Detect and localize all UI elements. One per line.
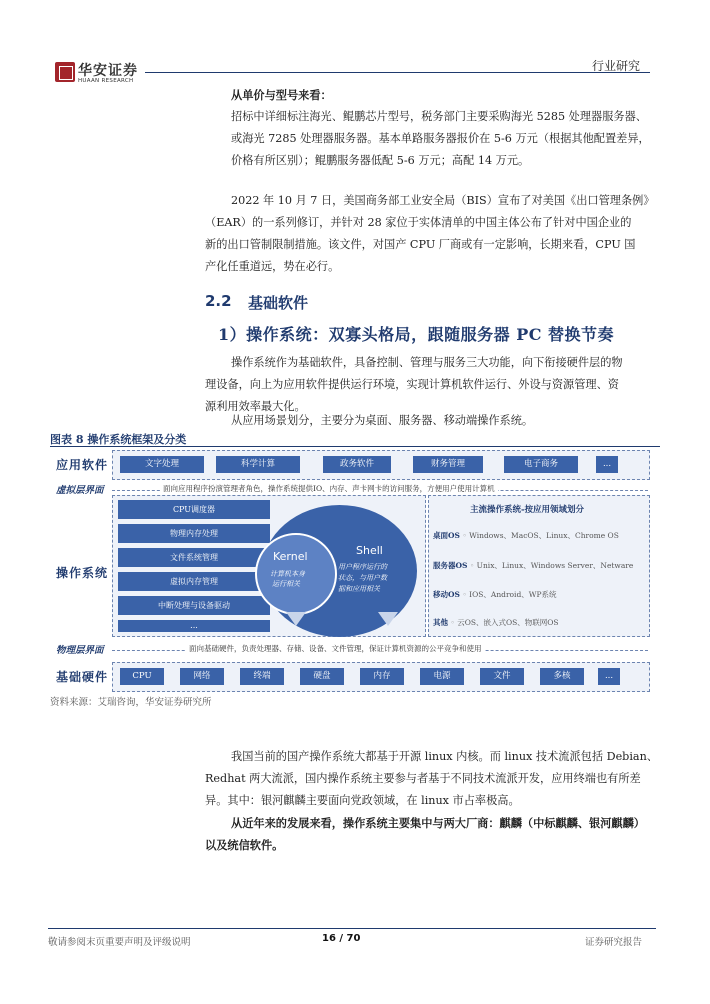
footer-rule: [48, 928, 656, 929]
hardware-item: CPU: [120, 668, 164, 685]
hardware-item: 硬盘: [300, 668, 344, 685]
para1-line: 价格有所区别）；鲲鹏服务器低配 5-6 万元；高配 14 万元。: [231, 154, 530, 167]
os-class-row: 移动OS ◦ IOS、Android、WP系统: [433, 590, 557, 599]
para2-line: 产化任重道远，势在必行。: [205, 260, 340, 273]
subsection-title: 1）操作系统：双寡头格局，跟随服务器 PC 替换节奏: [218, 325, 615, 344]
para3-line: 源利用效率最大化。: [205, 400, 306, 413]
os-class-value: 云OS、嵌入式OS、物联网OS: [457, 618, 559, 627]
os-function-item: CPU调度器: [118, 500, 270, 519]
header-rule: [145, 72, 650, 73]
para4-line: 从近年来的发展来看，操作系统主要集中与两大厂商：麒麟（中标麒麟、银河麒麟）: [231, 816, 645, 830]
physical-layer-label: 物理层界面: [56, 645, 104, 656]
virtual-layer-label: 虚拟层界面: [56, 485, 104, 496]
kernel-desc: 计算机本身: [270, 570, 305, 578]
kernel-desc: 运行相关: [272, 580, 300, 588]
os-function-item: 虚拟内存管理: [118, 572, 270, 591]
app-item: 文字处理: [120, 456, 204, 473]
hardware-item: 多核: [540, 668, 584, 685]
footer-disclaimer: 敬请参阅末页重要声明及评级说明: [48, 937, 191, 948]
os-function-item: 中断处理与设备驱动: [118, 596, 270, 615]
shell-desc: 用户程序运行的: [338, 563, 387, 571]
os-class-key: 其他: [433, 618, 448, 627]
para4-line: 以及统信软件。: [205, 838, 284, 852]
report-type: 行业研究: [592, 59, 641, 73]
figure-source: 资料来源：艾瑞咨询，华安证券研究所: [50, 697, 212, 708]
para2-line: 新的出口管制限制措施。该文件，对国产 CPU 厂商或有一定影响，长期来看，CPU 国: [205, 238, 636, 251]
section-number: 2.2: [205, 292, 232, 310]
hardware-item: 终端: [240, 668, 284, 685]
virtual-layer-desc: 面向应用程序扮演管理者角色，操作系统提供IO、内存、声卡网卡的访问服务，方便用户使用计算机: [160, 483, 498, 494]
para2-line: 2022 年 10 月 7 日，美国商务部工业安全局（BIS）宣布了对美国《出口管理条例》: [231, 194, 655, 207]
os-layer-label: 操作系统: [56, 566, 109, 580]
app-layer-label: 应用软件: [56, 458, 109, 472]
para3-line: 理设备，向上为应用软件提供运行环境，实现计算机软件运行、外设与资源管理、资: [205, 378, 619, 391]
company-logo-subtitle: HUAAN RESEARCH: [78, 78, 134, 84]
os-class-key: 桌面OS: [433, 531, 460, 540]
footer-report-type: 证券研究报告: [585, 937, 643, 948]
os-class-value: Unix、Linux、Windows Server、Netware: [476, 561, 634, 570]
para3-line: 从应用场景划分，主要分为桌面、服务器、移动端操作系统。: [231, 414, 534, 427]
hardware-item: 网络: [180, 668, 224, 685]
hardware-item: 内存: [360, 668, 404, 685]
os-class-row: 其他 ◦ 云OS、嵌入式OS、物联网OS: [433, 618, 559, 627]
os-function-item: 物理内存处理: [118, 524, 270, 543]
para3-line: 操作系统作为基础软件，具备控制、管理与服务三大功能，向下衔接硬件层的物: [231, 356, 623, 369]
os-function-item: 文件系统管理: [118, 548, 270, 567]
para4-line: 我国当前的国产操作系统大都基于开源 linux 内核。而 linux 技术流派包括 Debian、: [231, 750, 658, 763]
shell-title: Shell: [356, 544, 383, 557]
hardware-item: 文件: [480, 668, 524, 685]
hardware-layer-label: 基础硬件: [56, 670, 109, 684]
hardware-item: ...: [598, 668, 620, 685]
hardware-item: 电源: [420, 668, 464, 685]
section-title: 基础软件: [248, 294, 309, 312]
os-class-key: 移动OS: [433, 590, 460, 599]
app-item: 财务管理: [413, 456, 483, 473]
os-function-item: ...: [118, 620, 270, 632]
page-number: 16 / 70: [322, 933, 361, 944]
os-class-value: Windows、MacOS、Linux、Chrome OS: [469, 531, 619, 540]
para1-lead: 从单价与型号来看：: [231, 88, 332, 102]
os-class-key: 服务器OS: [433, 561, 468, 570]
para4-line: Redhat 两大流派，国内操作系统主要参与者基于不同技术流派开发，应用终端也有所差: [205, 772, 641, 785]
shell-desc: 据和应用相关: [338, 585, 380, 593]
os-class-row: 桌面OS ◦ Windows、MacOS、Linux、Chrome OS: [433, 531, 619, 540]
para4-line: 异。其中：银河麒麟主要面向党政领域，在 linux 市占率极高。: [205, 794, 520, 807]
os-classification-title: 主流操作系统-按应用领域划分: [470, 505, 585, 515]
app-item: 政务软件: [323, 456, 391, 473]
shell-desc: 状态，与用户数: [338, 574, 387, 582]
os-class-value: IOS、Android、WP系统: [469, 590, 557, 599]
figure-rule: [50, 446, 660, 447]
down-arrow-icon: [286, 612, 306, 626]
os-class-row: 服务器OS ◦ Unix、Linux、Windows Server、Netware: [433, 561, 634, 570]
physical-layer-desc: 面向基础硬件，负责处理器、存储、设备、文件管理，保证计算机资源的公平竞争和使用: [186, 643, 485, 654]
company-logo-name: 华安证券: [78, 63, 138, 79]
company-logo-icon: [55, 62, 75, 82]
para1-line: 或海光 7285 处理器服务器。基本单路服务器报价在 5-6 万元（根据其他配置差异，: [231, 132, 650, 145]
figure-title: 图表 8 操作系统框架及分类: [50, 433, 187, 446]
down-arrow-icon: [378, 612, 398, 626]
para2-line: （EAR）的一系列修订，并针对 28 家位于实体清单的中国主体公布了针对中国企业的: [205, 216, 632, 229]
para1-line: 招标中详细标注海光、鲲鹏芯片型号，税务部门主要采购海光 5285 处理器服务器、: [231, 110, 647, 123]
app-item: ...: [596, 456, 618, 473]
app-item: 科学计算: [216, 456, 300, 473]
kernel-title: Kernel: [273, 550, 308, 563]
app-item: 电子商务: [504, 456, 578, 473]
